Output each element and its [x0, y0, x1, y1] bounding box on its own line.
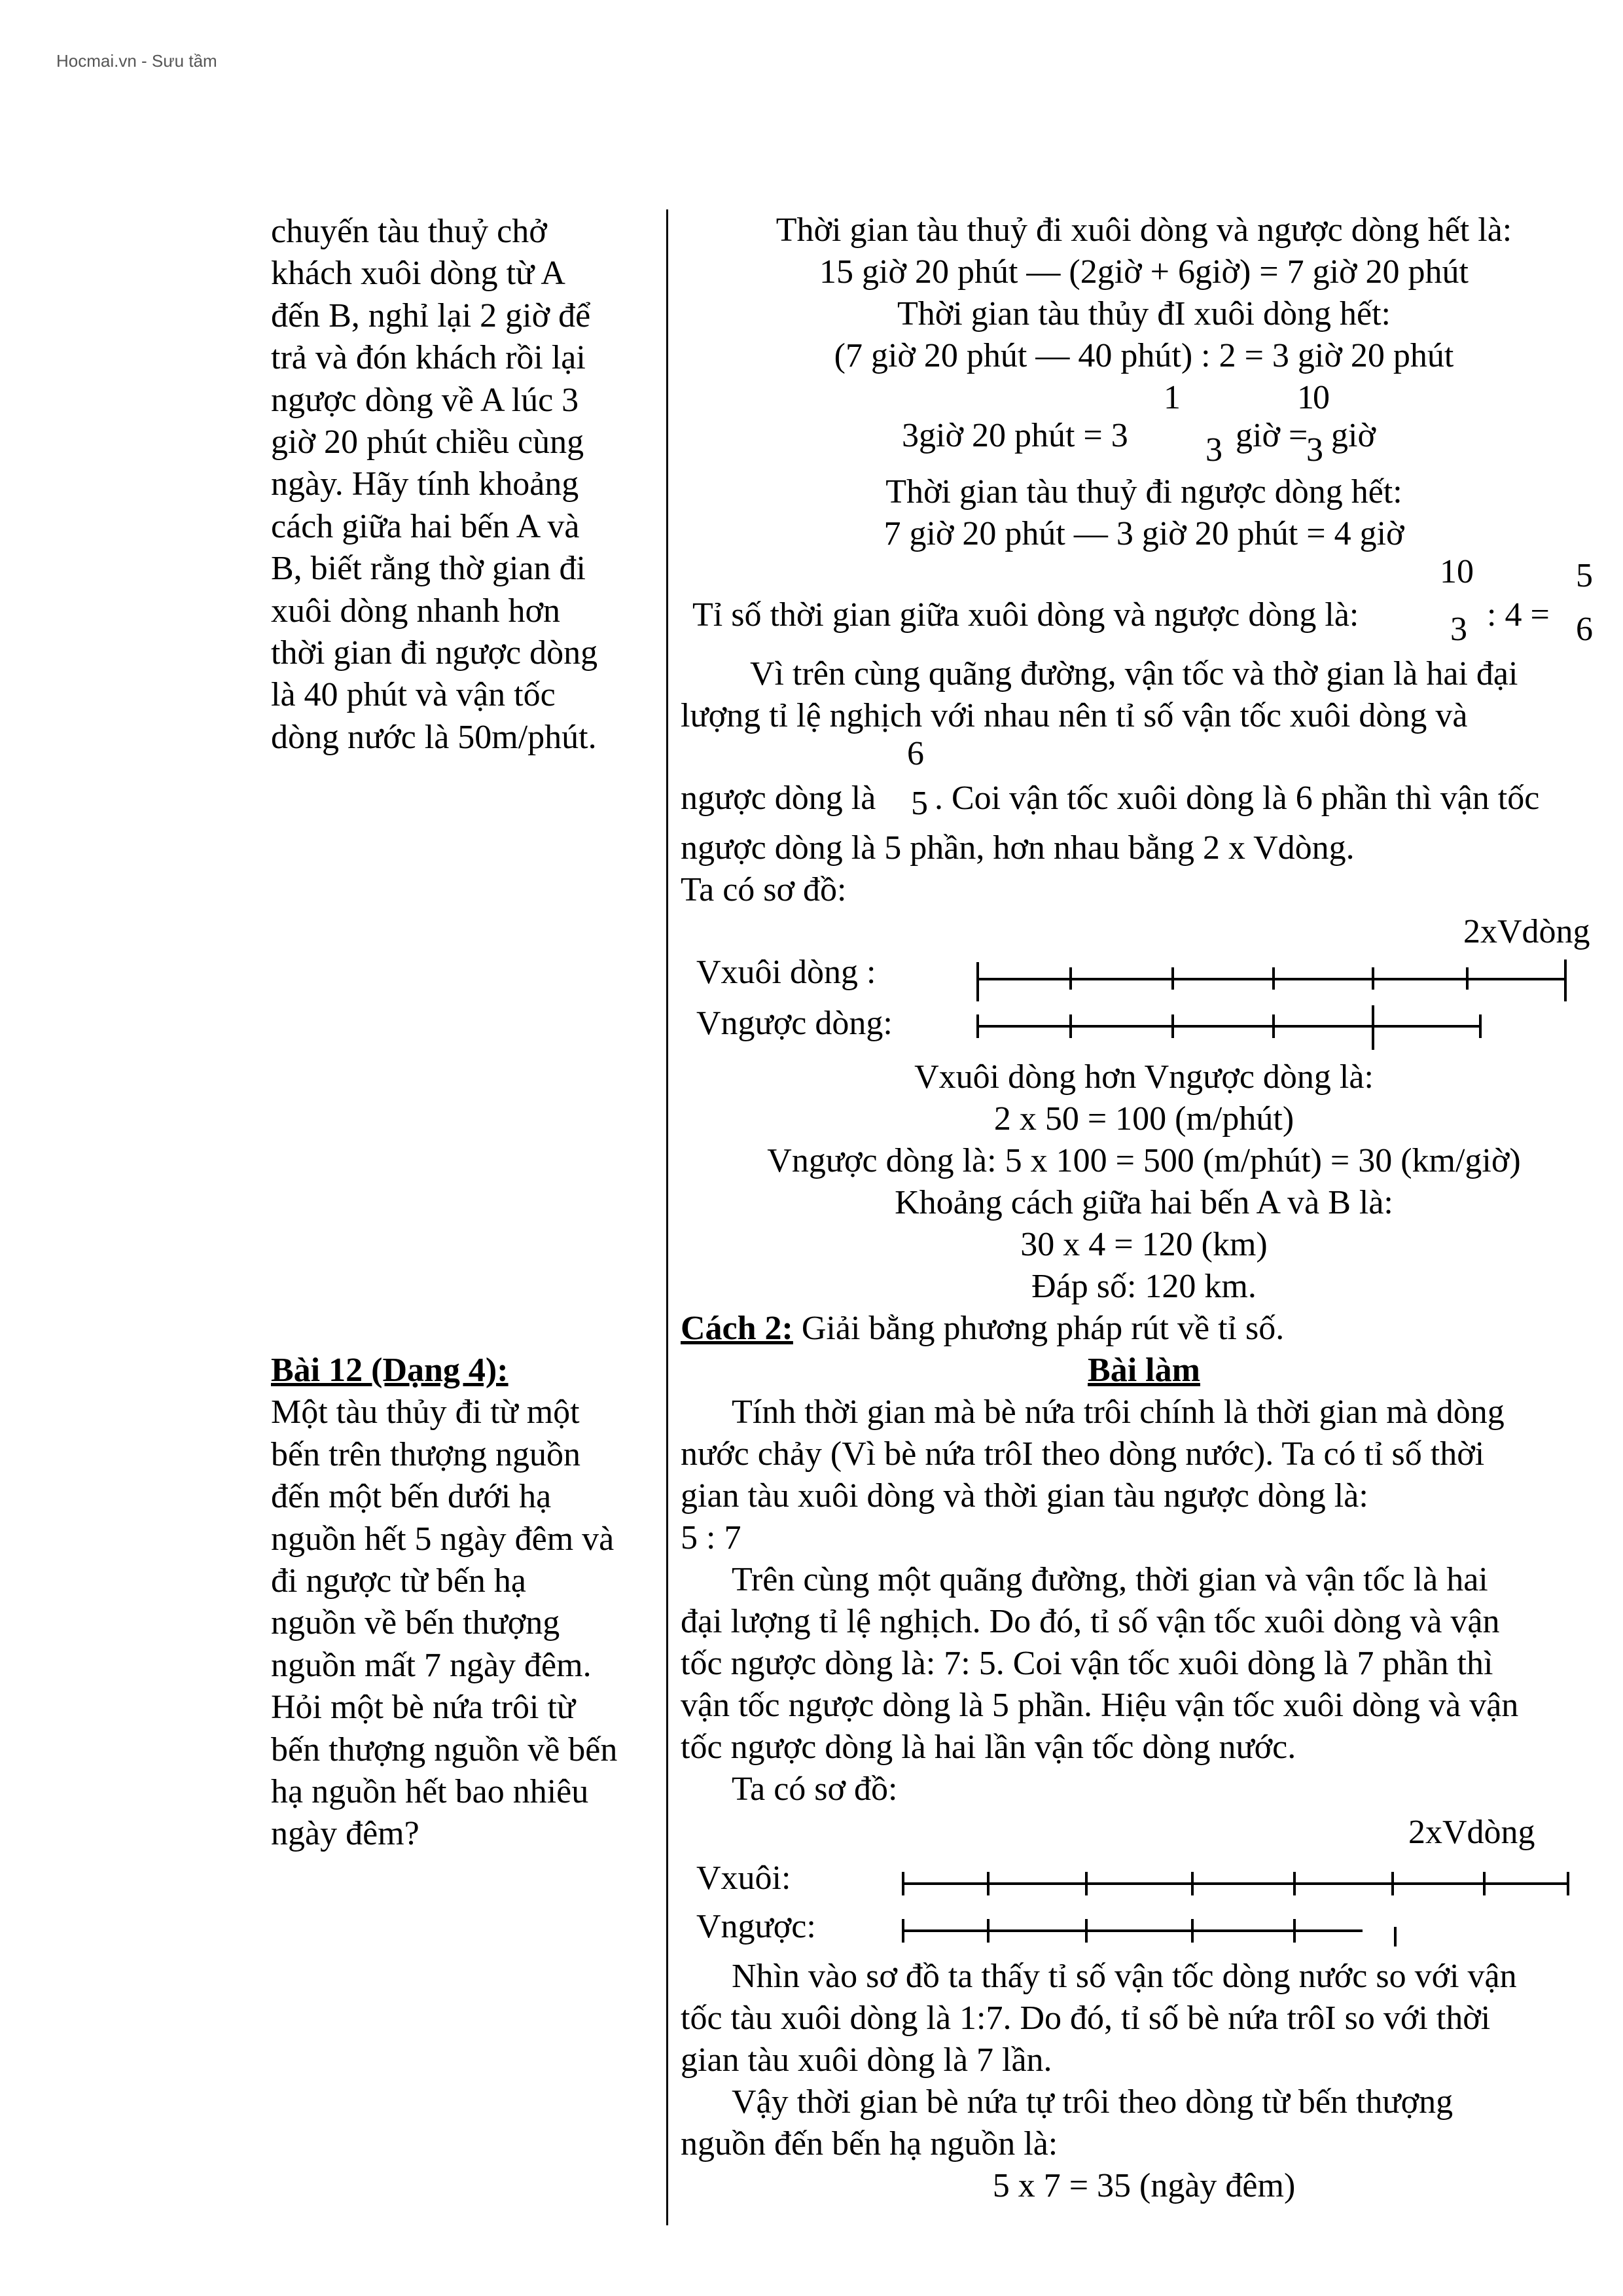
line-16: Vngược dòng là: 5 x 100 = 500 (m/phút) = 30 (km/giờ) — [767, 1142, 1521, 1179]
text-line: hạ nguồn hết bao nhiêu — [271, 1773, 589, 1811]
fraction-numerator: 10 — [1440, 553, 1474, 590]
para-16: 5 x 7 = 35 (ngày đêm) — [992, 2167, 1296, 2204]
text-line: khách xuôi dòng từ A — [271, 255, 565, 293]
fraction-denominator: 5 — [911, 785, 928, 822]
bailam-heading: Bài làm — [1088, 1352, 1200, 1389]
text-line: Một tàu thủy đi từ một — [271, 1393, 580, 1431]
text-line: nguồn mất 7 ngày đêm. — [271, 1646, 592, 1684]
para-14: Vậy thời gian bè nứa tự trôi theo dòng từ bến thượng — [732, 2083, 1454, 2121]
text-line: đi ngược từ bến hạ — [271, 1562, 526, 1600]
para-7: tốc ngược dòng là: 7: 5. Coi vận tốc xuôi dòng là 7 phần thì — [681, 1645, 1493, 1682]
text-line: bến trên thượng nguồn — [271, 1435, 581, 1473]
fraction-denominator: 3 — [1205, 431, 1222, 469]
para-10: Ta có sơ đồ: — [732, 1770, 898, 1808]
para-11: Nhìn vào sơ đồ ta thấy tỉ số vận tốc dòng nước so với vận — [732, 1958, 1517, 1995]
text-line: Hỏi một bè nứa trôi từ — [271, 1689, 576, 1727]
para-2: nước chảy (Vì bè nứa trôI theo dòng nước). Ta có tỉ số thời — [681, 1435, 1485, 1473]
line-10: lượng tỉ lệ nghịch với nhau nên tỉ số vận tốc xuôi dòng và — [681, 697, 1468, 734]
cach2-label: Cách 2: — [681, 1310, 793, 1347]
ratio-equals: : 4 = — [1487, 596, 1550, 634]
text-line: B, biết rằng thờ gian đi — [271, 550, 586, 588]
line-6: Thời gian tàu thuỷ đi ngược dòng hết: — [885, 473, 1402, 511]
fraction-numerator: 1 — [1164, 379, 1181, 416]
line-19: Đáp số: 120 km. — [1031, 1268, 1257, 1305]
line-11-suffix: . Coi vận tốc xuôi dòng là 6 phần thì vận tốc — [935, 780, 1540, 817]
cach2-text: Giải bằng phương pháp rút về tỉ số. — [793, 1310, 1285, 1347]
unit-text: giờ — [1331, 417, 1376, 454]
text-line: đến một bến dưới hạ — [271, 1478, 552, 1516]
text-line: chuyến tàu thuỷ chở — [271, 213, 547, 250]
diagram1-label-2xvdong: 2xVdòng — [1463, 913, 1590, 950]
text-line: nguồn hết 5 ngày đêm và — [271, 1520, 615, 1558]
line-2: 15 giờ 20 phút — (2giờ + 6giờ) = 7 giờ 20 phút — [819, 253, 1469, 291]
text-line: ngày. Hãy tính khoảng — [271, 465, 579, 503]
line-15: 2 x 50 = 100 (m/phút) — [993, 1100, 1294, 1138]
line-9: Vì trên cùng quãng đường, vận tốc và thờ gian là hai đại — [750, 655, 1518, 692]
text-line: nguồn về bến thượng — [271, 1604, 560, 1642]
line-3: Thời gian tàu thủy đI xuôi dòng hết: — [897, 295, 1391, 332]
para-12: tốc tàu xuôi dòng là 1:7. Do đó, tỉ số bè nứa trôI so với thời — [681, 2000, 1491, 2037]
line-18: 30 x 4 = 120 (km) — [1020, 1226, 1268, 1263]
diagram1-label-vnguoc: Vngược dòng: — [696, 1005, 893, 1042]
text-line: đến B, nghỉ lại 2 giờ để — [271, 296, 591, 334]
diagram1-label-vxuoi: Vxuôi dòng : — [696, 954, 876, 991]
line-1: Thời gian tàu thuỷ đi xuôi dòng và ngược dòng hết là: — [776, 211, 1512, 249]
text-line: ngày đêm? — [271, 1815, 419, 1853]
text-line: ngược dòng về A lúc 3 — [271, 381, 579, 419]
text-line: xuôi dòng nhanh hơn — [271, 592, 561, 630]
line-14: Vxuôi dòng hơn Vngược dòng là: — [914, 1058, 1374, 1096]
text-line: là 40 phút và vận tốc — [271, 676, 556, 714]
equals-text: giờ = — [1236, 417, 1308, 454]
text-line: trả và đón khách rồi lại — [271, 339, 586, 377]
text-line: thời gian đi ngược dòng — [271, 634, 598, 672]
fraction-numerator: 5 — [1576, 557, 1593, 594]
line-11-prefix: ngược dòng là — [681, 780, 876, 817]
diagram2-label-vnguoc: Vngược: — [696, 1908, 816, 1945]
para-1: Tính thời gian mà bè nứa trôi chính là thời gian mà dòng — [732, 1393, 1505, 1431]
para-3: gian tàu xuôi dòng và thời gian tàu ngược dòng là: — [681, 1477, 1368, 1515]
diagram2-label-2xvdong: 2xVdòng — [1408, 1814, 1535, 1851]
mixed-number-text: 3giờ 20 phút = 3 — [902, 417, 1128, 454]
text-line: cách giữa hai bến A và — [271, 507, 580, 545]
para-9: tốc ngược dòng là hai lần vận tốc dòng nước. — [681, 1729, 1296, 1766]
watermark: Hocmai.vn - Sưu tầm — [56, 51, 217, 71]
text-line: giờ 20 phút chiều cùng — [271, 423, 584, 461]
line-4: (7 giờ 20 phút — 40 phút) : 2 = 3 giờ 20 phút — [834, 337, 1454, 374]
line-13: Ta có sơ đồ: — [681, 871, 847, 908]
fraction-denominator: 3 — [1306, 431, 1323, 469]
text-line: bến thượng nguồn về bến — [271, 1731, 618, 1768]
bai12-title: Bài 12 (Dạng 4): — [271, 1352, 508, 1389]
fraction-numerator: 10 — [1297, 379, 1329, 416]
line-7: 7 giờ 20 phút — 3 giờ 20 phút = 4 giờ — [883, 515, 1404, 552]
fraction-denominator: 6 — [1576, 611, 1593, 648]
para-13: gian tàu xuôi dòng là 7 lần. — [681, 2041, 1052, 2079]
line-17: Khoảng cách giữa hai bến A và B là: — [895, 1184, 1393, 1221]
fraction-denominator: 3 — [1450, 611, 1467, 648]
para-8: vận tốc ngược dòng là 5 phần. Hiệu vận tốc xuôi dòng và vận — [681, 1687, 1519, 1724]
diagram2-label-vxuoi: Vxuôi: — [696, 1859, 791, 1897]
para-5: Trên cùng một quãng đường, thời gian và vận tốc là hai — [732, 1561, 1488, 1598]
line-12: ngược dòng là 5 phần, hơn nhau bằng 2 x Vdòng. — [681, 829, 1355, 867]
para-4: 5 : 7 — [681, 1519, 741, 1556]
fraction-numerator: 6 — [907, 735, 924, 772]
para-6: đại lượng tỉ lệ nghịch. Do đó, tỉ số vận tốc xuôi dòng và vận — [681, 1603, 1500, 1640]
text-line: dòng nước là 50m/phút. — [271, 718, 597, 756]
ratio-text: Tỉ số thời gian giữa xuôi dòng và ngược dòng là: — [692, 596, 1359, 634]
para-15: nguồn đến bến hạ nguồn là: — [681, 2125, 1058, 2162]
